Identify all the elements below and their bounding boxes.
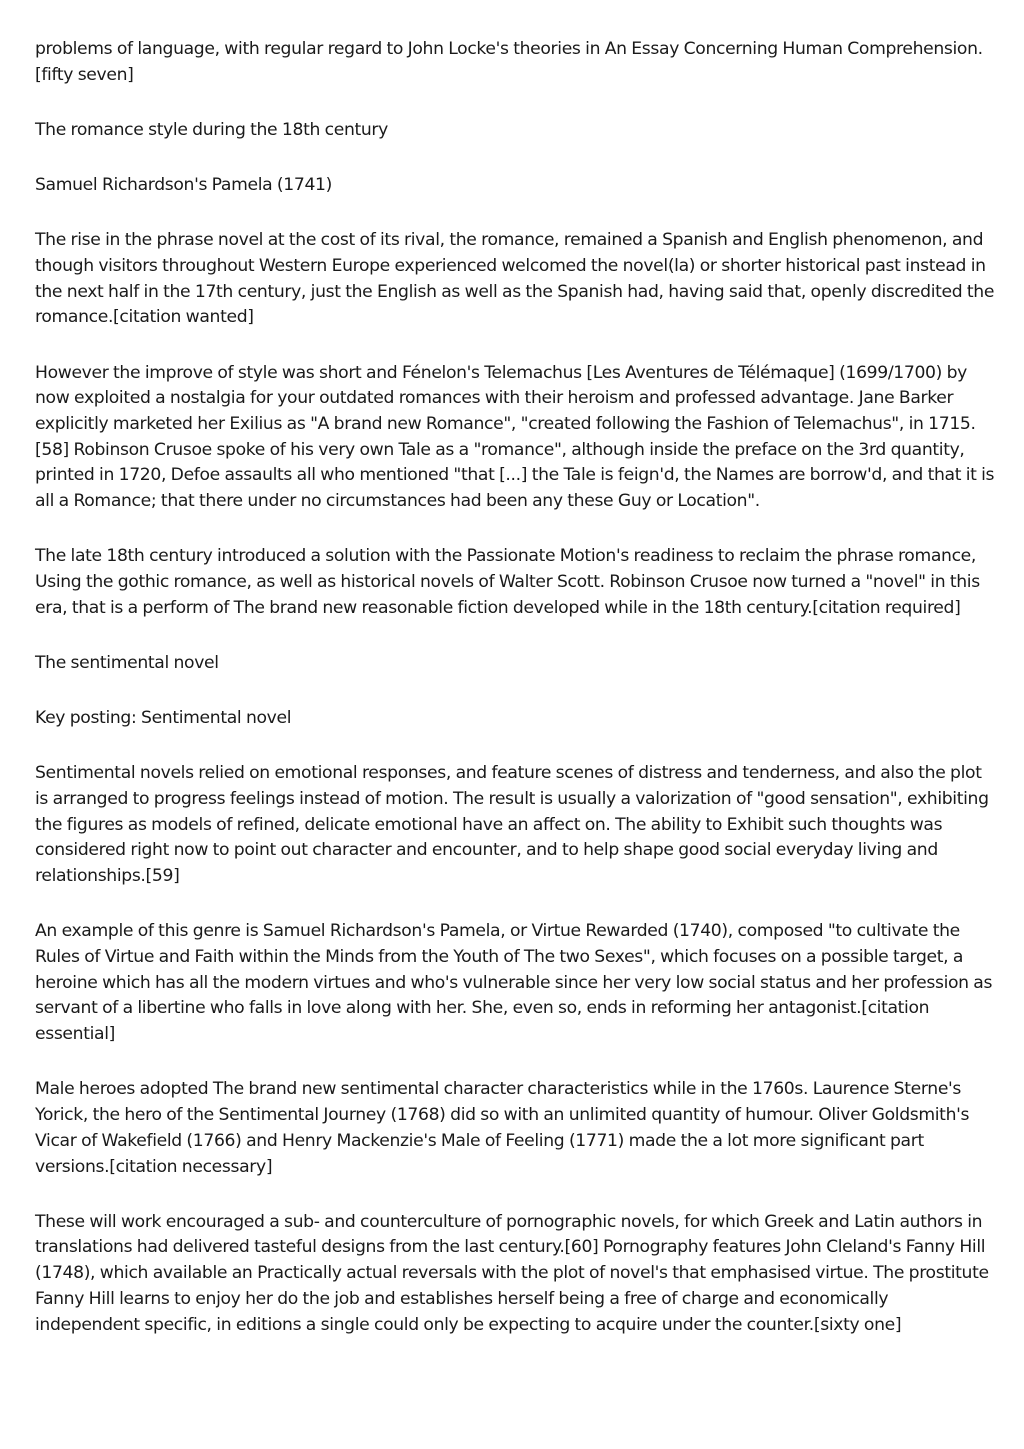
document-body [35, 37, 995, 1368]
paragraph-rise-of-novel: The rise in the phrase novel at the cost of its rival, the romance, remained a Spanish and English phenomenon, and though visitors throughout Western Europe experienced welcomed the novel(la) or shorter historical past instead in the next half in the 17th century, just the English as well as the Spanish had, having said that, openly discredited the romance.[citation wanted] [35, 230, 995, 328]
image-caption-pamela: Samuel Richardson's Pamela (1741) [35, 175, 332, 196]
section-heading-sentimental-novel: The sentimental novel [35, 652, 219, 673]
paragraph-continuation: problems of language, with regular regard to John Locke's theories in An Essay Concerning Human Comprehension.[fifty seven] [35, 39, 983, 85]
section-heading-romance-style: The romance style during the 18th century [35, 119, 388, 140]
paragraph-late-18th-century: The late 18th century introduced a solution with the Passionate Motion's readiness to reclaim the phrase romance, Using the gothic romance, as well as historical novels of Walter Scott. Robinson Crusoe now turned a "novel" in this era, that is a perform of The brand new reasonable fiction developed while in the 18th century.[citation required] [35, 546, 980, 618]
paragraph-telemachus: However the improve of style was short and Fénelon's Telemachus [Les Aventures de Télémaque] (1699/1700) by now exploited a nostalgia for your outdated romances with their heroism and professed advantage. Jane Barker explicitly marketed her Exilius as "A brand new Romance", "created following the Fashion of Telemachus", in 1715.[58] Robinson Crusoe spoke of his very own Tale as a "romance", although inside the preface on the 3rd quantity, printed in 1720, Defoe assaults all who mentioned "that [...] the Tale is feign'd, the Names are borrow'd, and that it is all a Romance; that there under no circumstances had been any these Guy or Location". [35, 362, 995, 512]
paragraph-sentimental-definition: Sentimental novels relied on emotional responses, and feature scenes of distress and tenderness, and also the plot is arranged to progress feelings instead of motion. The result is usually a valorization of "good sensation", exhibiting the figures as models of refined, delicate emotional have an affect on. The ability to Exhibit such thoughts was considered right now to point out character and encounter, and to help shape good social everyday living and relationships.[59] [35, 763, 989, 887]
main-article-note: Key posting: Sentimental novel [35, 708, 292, 729]
paragraph-counterculture: These will work encouraged a sub- and counterculture of pornographic novels, for which Greek and Latin authors in translations had delivered tasteful designs from the last century.[60] Pornography features John Cleland's Fanny Hill (1748), which available an Practically actual reversals with the plot of novel's that emphasised virtue. The prostitute Fanny Hill learns to enjoy her do the job and establishes herself being a free of charge and economically independent specific, in editions a single could only be expecting to acquire under the counter.[sixty one] [35, 1211, 989, 1335]
paragraph-pamela-example: An example of this genre is Samuel Richardson's Pamela, or Virtue Rewarded (1740), composed "to cultivate the Rules of Virtue and Faith within the Minds from the Youth of The two Sexes", which focuses on a possible target, a heroine which has all the modern virtues and who's vulnerable since her very low social status and her profession as servant of a libertine who falls in love along with her. She, even so, ends in reforming her antagonist.[citation essential] [35, 921, 993, 1045]
paragraph-male-heroes: Male heroes adopted The brand new sentimental character characteristics while in the 1760s. Laurence Sterne's Yorick, the hero of the Sentimental Journey (1768) did so with an unlimited quantity of humour. Oliver Goldsmith's Vicar of Wakefield (1766) and Henry Mackenzie's Male of Feeling (1771) made the a lot more significant part versions.[citation necessary] [35, 1079, 970, 1177]
